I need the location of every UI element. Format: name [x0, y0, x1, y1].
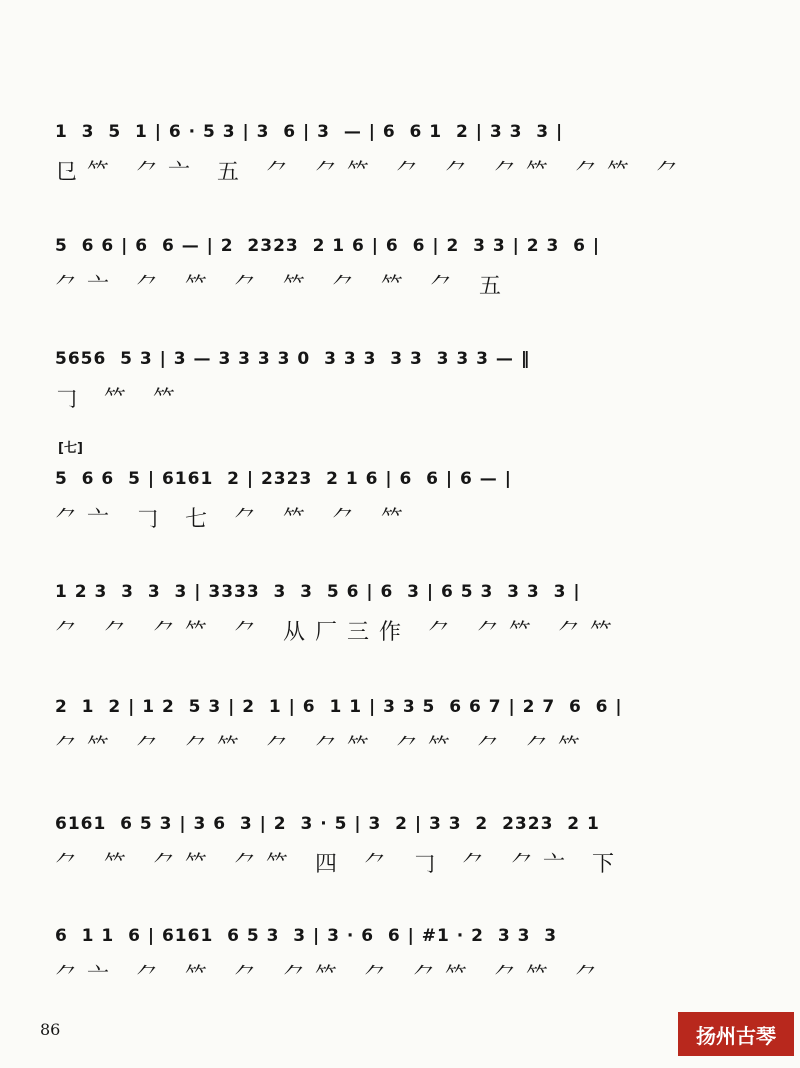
- jianpu-notation-line: 6161 6 5 3 | 3 6 3 | 2 3 · 5 | 3 2 | 3 3 2 2323 2 1: [55, 814, 600, 834]
- jianzipu-tablature-line: 𠃌 𥫗 𥫗: [55, 386, 185, 412]
- jianpu-notation-line: 1 2 3 3 3 3 | 3333 3 3 5 6 | 6 3 | 6 5 3 3 3 3 |: [55, 582, 581, 602]
- jianzipu-tablature-line: 㔾𥫗 ⺈亠 五 ⺈ ⺈𥫗 ⺈ ⺈ ⺈𥫗 ⺈𥫗 ⺈: [55, 159, 688, 185]
- music-system: [55, 800, 705, 890]
- music-system: [55, 683, 705, 773]
- page-number: 86: [40, 1020, 61, 1039]
- jianzipu-tablature-line: ⺈亠 𠃌 七 ⺈ 𥫗 ⺈ 𥫗: [55, 506, 413, 532]
- watermark-logo: 扬州古琴: [678, 1012, 794, 1056]
- music-system: [55, 912, 705, 1002]
- jianpu-notation-line: 5 6 6 | 6 6 — | 2 2323 2 1 6 | 6 6 | 2 3 3 | 2 3 6 |: [55, 236, 601, 256]
- jianzipu-tablature-line: ⺈亠 ⺈ 𥫗 ⺈ ⺈𥫗 ⺈ ⺈𥫗 ⺈𥫗 ⺈: [55, 963, 607, 989]
- jianzipu-tablature-line: ⺈ 𥫗 ⺈𥫗 ⺈𥫗 四 ⺈ 𠃌 ⺈ ⺈亠 下: [55, 851, 624, 877]
- jianpu-notation-line: 6 1 1 6 | 6161 6 5 3 3 | 3 · 6 6 | #1 · 2 3 3 3: [55, 926, 558, 946]
- jianzipu-tablature-line: ⺈𥫗 ⺈ ⺈𥫗 ⺈ ⺈𥫗 ⺈𥫗 ⺈ ⺈𥫗: [55, 734, 590, 760]
- music-system: [55, 108, 705, 198]
- jianpu-notation-line: 5 6 6 5 | 6161 2 | 2323 2 1 6 | 6 6 | 6 — |: [55, 469, 512, 489]
- music-system: [55, 568, 705, 658]
- music-system: [55, 455, 705, 545]
- section-label: [七]: [58, 441, 83, 456]
- jianzipu-tablature-line: ⺈亠 ⺈ 𥫗 ⺈ 𥫗 ⺈ 𥫗 ⺈ 五: [55, 273, 511, 299]
- music-system: [55, 335, 705, 425]
- jianpu-notation-line: 2 1 2 | 1 2 5 3 | 2 1 | 6 1 1 | 3 3 5 6 6 7 | 2 7 6 6 |: [55, 697, 623, 717]
- jianpu-notation-line: 5656 5 3 | 3 — 3 3 3 3 0 3 3 3 3 3 3 3 3 — ‖: [55, 349, 531, 369]
- jianpu-notation-line: 1 3 5 1 | 6 · 5 3 | 3 6 | 3 — | 6 6 1 2 | 3 3 3 |: [55, 122, 564, 142]
- music-system: [55, 222, 705, 312]
- jianzipu-tablature-line: ⺈ ⺈ ⺈𥫗 ⺈ 从厂三作 ⺈ ⺈𥫗 ⺈𥫗: [55, 619, 622, 645]
